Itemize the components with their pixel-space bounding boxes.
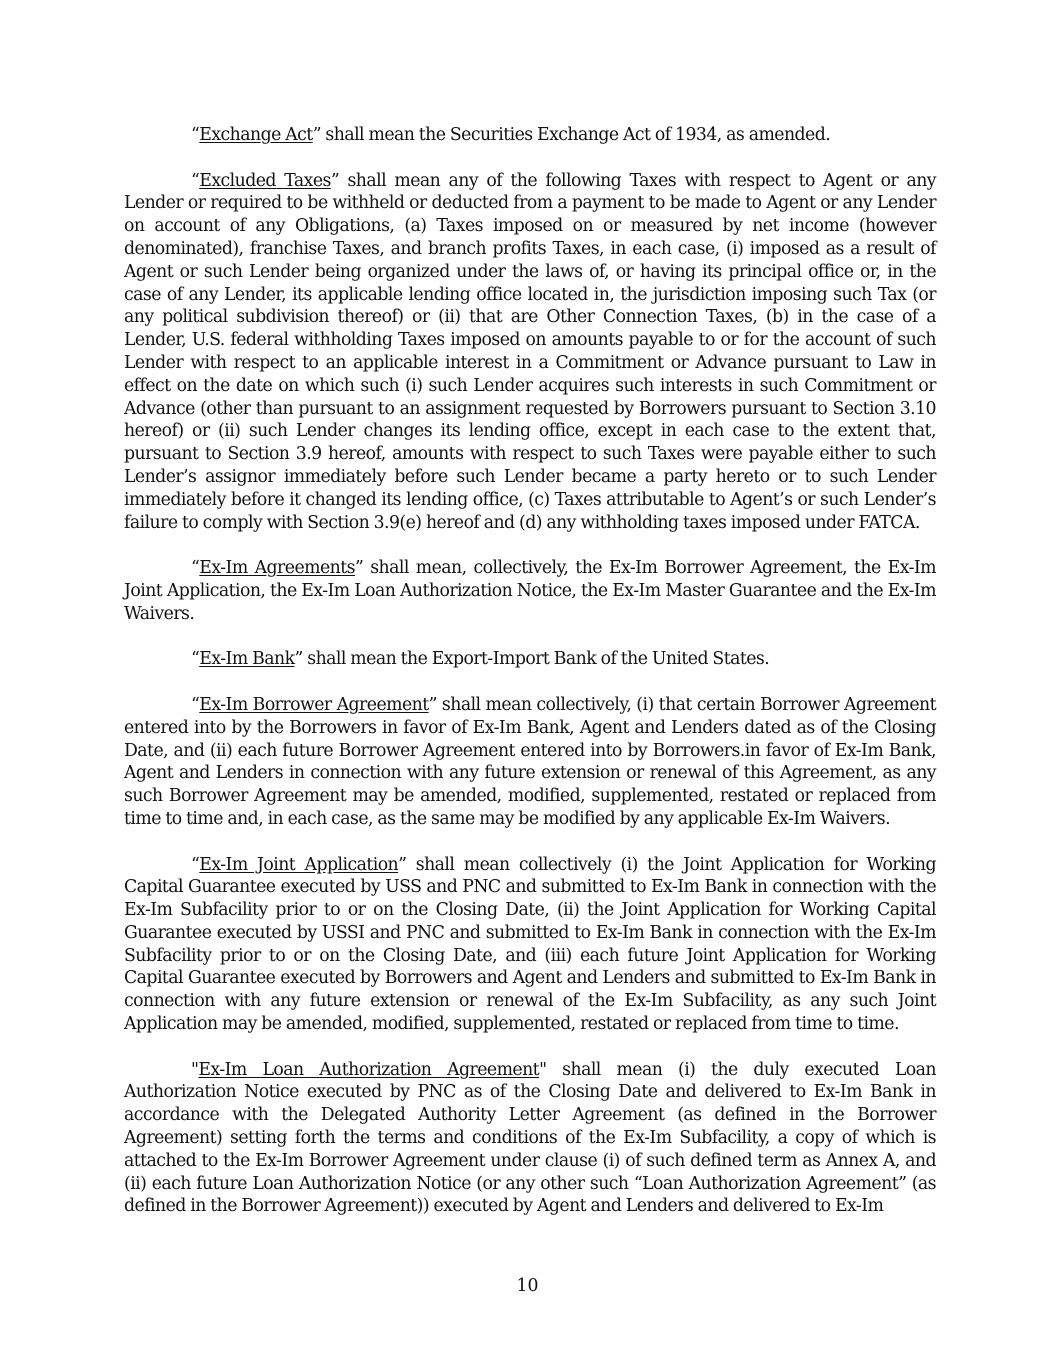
definition-exchange-act: “Exchange Act” shall mean the Securities Exchange Act of 1934, as amended. [191, 125, 831, 145]
definition-ex-im-agreements: “Ex-Im Agreements” shall mean, collectively, the Ex-Im Borrower Agreement, the Ex-Im Joint Application, the Ex-Im Loan Authorization Notice, the Ex-Im Master Guarantee and the Ex-Im Waivers. [124, 558, 936, 624]
definition-ex-im-borrower-agreement: “Ex-Im Borrower Agreement” shall mean collectively, (i) that certain Borrower Agreement entered into by the Borrowers in favor of Ex-Im Bank, Agent and Lenders dated as of the Closing Date, and (ii) each future Borrower Agreement entered into by Borrowers.in favor of Ex-Im Bank, Agent and Lenders in connection with any future extension or renewal of this Agreement, as any such Borrower Agreement may be amended, modified, supplemented, restated or replaced from time to time and, in each case, as the same may be modified by any applicable Ex-Im Waivers. [124, 694, 936, 829]
document-page [124, 124, 936, 1241]
definition-ex-im-bank: “Ex-Im Bank” shall mean the Export-Import Bank of the United States. [191, 649, 770, 670]
definition-text: shall mean the Securities Exchange Act of 1934, as amended. [320, 125, 831, 145]
defined-term: Exchange Act [199, 125, 313, 145]
definition-text: shall mean collectively, (i) that certain Borrower Agreement entered into by the Borrowers in favor of Ex-Im Bank, Agent and Lenders dated as of the Closing Date, and (ii) each future Borrower Agreement entered into by Borrowers.in favor of Ex-Im Bank, Agent and Lenders in connection with any future extension or renewal of this Agreement, as any such Borrower Agreement may be amended, modified, supplemented, restated or replaced from time to time and, in each case, as the same may be modified by any applicable Ex-Im Waivers. [124, 694, 936, 829]
defined-term: Ex-Im Bank [199, 649, 295, 670]
definition-text: shall mean (i) the duly executed Loan Authorization Notice executed by PNC as of the Closing Date and delivered to Ex-Im Bank in accordance with the Delegated Authority Letter Agreement (as defined in the Borrower Agreement) setting forth the terms and conditions of the Ex-Im Subfacility, a copy of which is attached to the Ex-Im Borrower Agreement under clause (i) of such defined term as Annex A, and (ii) each future Loan Authorization Notice (or any other such “Loan Authorization Agreement” (as defined in the Borrower Agreement)) executed by Agent and Lenders and delivered to Ex-Im [124, 1059, 936, 1217]
definition-text: shall mean any of the following Taxes with respect to Agent or any Lender or required to be withheld or deducted from a payment to be made to Agent or any Lender on account of any Obligations, (a) Taxes imposed on or measured by net income (however denominated), franchise Taxes, and branch profits Taxes, in each case, (i) imposed as a result of Agent or such Lender being organized under the laws of, or having its principal office or, in the case of any Lender, its applicable lending office located in, the jurisdiction imposing such Tax (or any political subdivision thereof) or (ii) that are Other Connection Taxes, (b) in the case of a Lender, U.S. federal withholding Taxes imposed on amounts payable to or for the account of such Lender with respect to an applicable interest in a Commitment or Advance pursuant to Law in effect on the date on which such (i) such Lender acquires such interests in such Commitment or Advance (other than pursuant to an assignment requested by Borrowers pursuant to Section 3.10 hereof) or (ii) such Lender changes its lending office, except in each case to the extent that, pursuant to Section 3.9 hereof, amounts with respect to such Taxes were payable either to such Lender’s assignor immediately before such Lender became a party hereto or to such Lender immediately before it changed its lending office, (c) Taxes attributable to Agent’s or such Lender’s failure to comply with Section 3.9(e) hereof and (d) any withholding taxes imposed under FATCA. [124, 170, 937, 533]
definition-ex-im-joint-application: “Ex-Im Joint Application” shall mean collectively (i) the Joint Application for Working Capital Guarantee executed by USS and PNC and submitted to Ex-Im Bank in connection with the Ex-Im Subfacility prior to or on the Closing Date, (ii) the Joint Application for Working Capital Guarantee executed by USSI and PNC and submitted to Ex-Im Bank in connection with the Ex-Im Subfacility prior to or on the Closing Date, and (iii) each future Joint Application for Working Capital Guarantee executed by Borrowers and Agent and Lenders and submitted to Ex-Im Bank in connection with any future extension or renewal of the Ex-Im Subfacility, as any such Joint Application may be amended, modified, supplemented, restated or replaced from time to time. [124, 854, 937, 1035]
defined-term: Excluded Taxes [199, 170, 331, 191]
defined-term: Ex-Im Borrower Agreement [199, 694, 429, 715]
definition-text: shall mean the Export-Import Bank of the United States. [302, 649, 770, 670]
defined-term: Ex-Im Agreements [199, 558, 355, 579]
definition-text: shall mean collectively (i) the Joint Application for Working Capital Guarantee executed by USS and PNC and submitted to Ex-Im Bank in connection with the Ex-Im Subfacility prior to or on the Closing Date, (ii) the Joint Application for Working Capital Guarantee executed by USSI and PNC and submitted to Ex-Im Bank in connection with the Ex-Im Subfacility prior to or on the Closing Date, and (iii) each future Joint Application for Working Capital Guarantee executed by Borrowers and Agent and Lenders and submitted to Ex-Im Bank in connection with any future extension or renewal of the Ex-Im Subfacility, as any such Joint Application may be amended, modified, supplemented, restated or replaced from time to time. [124, 854, 937, 1035]
defined-term: Ex-Im Loan Authorization Agreement [198, 1059, 540, 1080]
definition-excluded-taxes: “Excluded Taxes” shall mean any of the following Taxes with respect to Agent or any Lender or required to be withheld or deducted from a payment to be made to Agent or any Lender on account of any Obligations, (a) Taxes imposed on or measured by net income (however denominated), franchise Taxes, and branch profits Taxes, in each case, (i) imposed as a result of Agent or such Lender being organized under the laws of, or having its principal office or, in the case of any Lender, its applicable lending office located in, the jurisdiction imposing such Tax (or any political subdivision thereof) or (ii) that are Other Connection Taxes, (b) in the case of a Lender, U.S. federal withholding Taxes imposed on amounts payable to or for the account of such Lender with respect to an applicable interest in a Commitment or Advance pursuant to Law in effect on the date on which such (i) such Lender acquires such interests in such Commitment or Advance (other than pursuant to an assignment requested by Borrowers pursuant to Section 3.10 hereof) or (ii) such Lender changes its lending office, except in each case to the extent that, pursuant to Section 3.9 hereof, amounts with respect to such Taxes were payable either to such Lender’s assignor immediately before such Lender became a party hereto or to such Lender immediately before it changed its lending office, (c) Taxes attributable to Agent’s or such Lender’s failure to comply with Section 3.9(e) hereof and (d) any withholding taxes imposed under FATCA. [124, 170, 937, 533]
definition-ex-im-loan-authorization-agreement: "Ex-Im Loan Authorization Agreement" shall mean (i) the duly executed Loan Authorization Notice executed by PNC as of the Closing Date and delivered to Ex-Im Bank in accordance with the Delegated Authority Letter Agreement (as defined in the Borrower Agreement) setting forth the terms and conditions of the Ex-Im Subfacility, a copy of which is attached to the Ex-Im Borrower Agreement under clause (i) of such defined term as Annex A, and (ii) each future Loan Authorization Notice (or any other such “Loan Authorization Agreement” (as defined in the Borrower Agreement)) executed by Agent and Lenders and delivered to Ex-Im [124, 1059, 936, 1217]
definition-text: shall mean, collectively, the Ex-Im Borrower Agreement, the Ex-Im Joint Application, the Ex-Im Loan Authorization Notice, the Ex-Im Master Guarantee and the Ex-Im Waivers. [124, 558, 936, 624]
defined-term: Ex-Im Joint Application [199, 854, 399, 875]
page-number: 10 [516, 1276, 539, 1296]
